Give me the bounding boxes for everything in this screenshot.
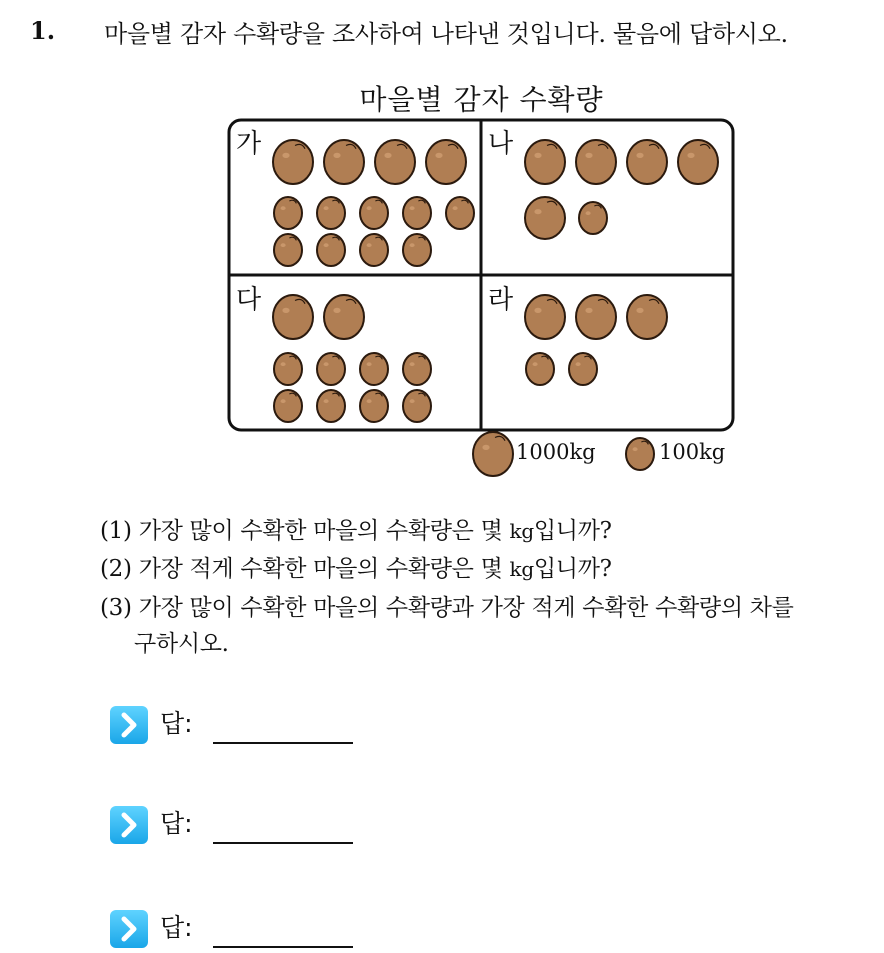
big-potato-icon [576, 295, 616, 339]
big-potato-icon [324, 140, 364, 184]
small-potato-icon [360, 390, 388, 422]
question-number: 1. [30, 16, 56, 45]
legend-big-potato-icon [473, 432, 513, 476]
big-potato-icon [525, 197, 565, 239]
big-potato-icon [525, 295, 565, 339]
sub-question-number: (2) [100, 556, 132, 582]
big-potato-icon [426, 140, 466, 184]
arrow-right-icon [110, 910, 148, 948]
sub-question-3 [100, 589, 794, 622]
answer-label: 답: [160, 809, 193, 838]
village-label-ra: 라 [488, 285, 514, 315]
sub-question-3-continued [134, 625, 229, 658]
small-potato-icon [317, 234, 345, 266]
sub-question-text: 가장 적게 수확한 마을의 수확량은 몇 [138, 556, 510, 582]
small-potato-icon [403, 234, 431, 266]
small-potato-icon [360, 353, 388, 385]
small-potato-icon [403, 353, 431, 385]
big-potato-icon [324, 295, 364, 339]
small-potato-icon [403, 197, 431, 229]
unit-text: kg [509, 519, 534, 543]
sub-question-number: (3) [100, 595, 132, 621]
village-label-da: 다 [236, 285, 262, 315]
small-potato-icon [360, 234, 388, 266]
legend-big-label: 1000kg [516, 440, 596, 464]
sub-question-text: 가장 많이 수확한 마을의 수확량과 가장 적게 수확한 수확량의 차를 [138, 595, 794, 621]
small-potato-icon [274, 234, 302, 266]
small-potato-icon [579, 202, 607, 234]
big-potato-icon [525, 140, 565, 184]
answer-label: 답: [160, 709, 193, 738]
answer-blank[interactable] [213, 742, 353, 744]
chart-title: 마을별 감자 수확량 [359, 83, 604, 116]
sub-question-1 [100, 512, 612, 545]
sub-question-number: (1) [100, 518, 132, 544]
small-potato-icon [317, 390, 345, 422]
big-potato-icon [627, 295, 667, 339]
legend-small-label: 100kg [659, 440, 726, 464]
small-potato-icon [274, 197, 302, 229]
answer-blank[interactable] [213, 842, 353, 844]
unit-text: kg [509, 557, 534, 581]
small-potato-icon [403, 390, 431, 422]
small-potato-icon [360, 197, 388, 229]
small-potato-icon [569, 353, 597, 385]
arrow-right-icon [110, 806, 148, 844]
small-potato-icon [526, 353, 554, 385]
answer-label: 답: [160, 913, 193, 942]
big-potato-icon [678, 140, 718, 184]
sub-question-text: 구하시오. [134, 631, 229, 657]
big-potato-icon [273, 295, 313, 339]
village-label-ga: 가 [236, 129, 262, 159]
arrow-right-icon [110, 706, 148, 744]
village-label-na: 나 [488, 129, 514, 159]
small-potato-icon [446, 197, 474, 229]
sub-question-text: 가장 많이 수확한 마을의 수확량은 몇 [138, 518, 510, 544]
answer-blank[interactable] [213, 946, 353, 948]
sub-question-tail: 입니까? [533, 518, 612, 544]
big-potato-icon [375, 140, 415, 184]
small-potato-icon [274, 390, 302, 422]
sub-question-tail: 입니까? [533, 556, 612, 582]
question-text: 마을별 감자 수확량을 조사하여 나타낸 것입니다. 물음에 답하시오. [104, 20, 788, 48]
small-potato-icon [317, 197, 345, 229]
small-potato-icon [317, 353, 345, 385]
small-potato-icon [274, 353, 302, 385]
big-potato-icon [273, 140, 313, 184]
legend-small-potato-icon [626, 438, 654, 470]
sub-question-2 [100, 550, 612, 583]
big-potato-icon [627, 140, 667, 184]
big-potato-icon [576, 140, 616, 184]
